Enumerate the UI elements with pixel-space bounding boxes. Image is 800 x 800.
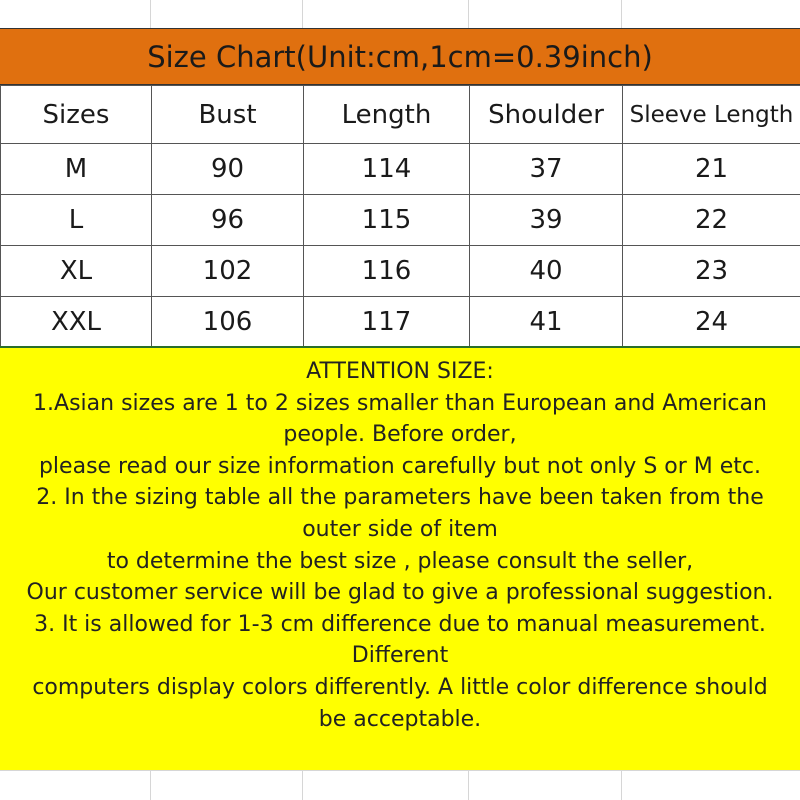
notice-line: people. Before order, xyxy=(283,422,517,448)
cell-shoulder: 41 xyxy=(470,297,623,348)
attention-notice xyxy=(0,346,800,770)
cell-sleeve-length: 24 xyxy=(623,297,800,348)
cell-size: XL xyxy=(1,246,152,297)
notice-heading: ATTENTION SIZE: xyxy=(306,359,494,384)
cell-shoulder: 40 xyxy=(470,246,623,297)
notice-line: 2. In the sizing table all the parameters have been taken from the xyxy=(36,485,764,511)
cell-shoulder: 39 xyxy=(470,195,623,246)
notice-line: Different xyxy=(351,643,449,669)
notice-line: please read our size information carefully but not only S or M etc. xyxy=(38,453,762,479)
notice-line: 3. It is allowed for 1-3 cm difference due to manual measurement. xyxy=(34,611,766,637)
cell-sleeve-length: 21 xyxy=(623,144,800,195)
column-header-bust: Bust xyxy=(152,86,304,144)
cell-sleeve-length: 22 xyxy=(623,195,800,246)
notice-line: 1.Asian sizes are 1 to 2 sizes smaller than European and American xyxy=(33,390,767,416)
cell-sleeve-length: 23 xyxy=(623,246,800,297)
column-header-shoulder: Shoulder xyxy=(470,86,623,144)
cell-size: XXL xyxy=(1,297,152,348)
column-header-sleeve-length: Sleeve Length xyxy=(623,86,800,144)
size-table xyxy=(0,85,800,348)
cell-shoulder: 37 xyxy=(470,144,623,195)
cell-length: 117 xyxy=(304,297,470,348)
notice-line: be acceptable. xyxy=(318,706,482,732)
spreadsheet-grid-top xyxy=(0,0,800,28)
table-row xyxy=(1,195,800,246)
notice-line: Our customer service will be glad to give a professional suggestion. xyxy=(26,580,774,606)
cell-length: 115 xyxy=(304,195,470,246)
notice-line: computers display colors differently. A little color difference should xyxy=(32,674,768,700)
table-row xyxy=(1,246,800,297)
cell-bust: 106 xyxy=(152,297,304,348)
column-header-length: Length xyxy=(304,86,470,144)
table-row xyxy=(1,144,800,195)
cell-length: 116 xyxy=(304,246,470,297)
cell-size: L xyxy=(1,195,152,246)
notice-line: outer side of item xyxy=(302,516,498,542)
cell-bust: 102 xyxy=(152,246,304,297)
cell-length: 114 xyxy=(304,144,470,195)
spreadsheet-grid-bottom xyxy=(0,770,800,800)
size-chart-title: Size Chart(Unit:cm,1cm=0.39inch) xyxy=(0,28,800,85)
table-row xyxy=(1,297,800,348)
table-header-row xyxy=(1,86,800,144)
cell-bust: 96 xyxy=(152,195,304,246)
notice-line: to determine the best size , please consult the seller, xyxy=(106,548,694,574)
column-header-sizes: Sizes xyxy=(1,86,152,144)
cell-size: M xyxy=(1,144,152,195)
cell-bust: 90 xyxy=(152,144,304,195)
